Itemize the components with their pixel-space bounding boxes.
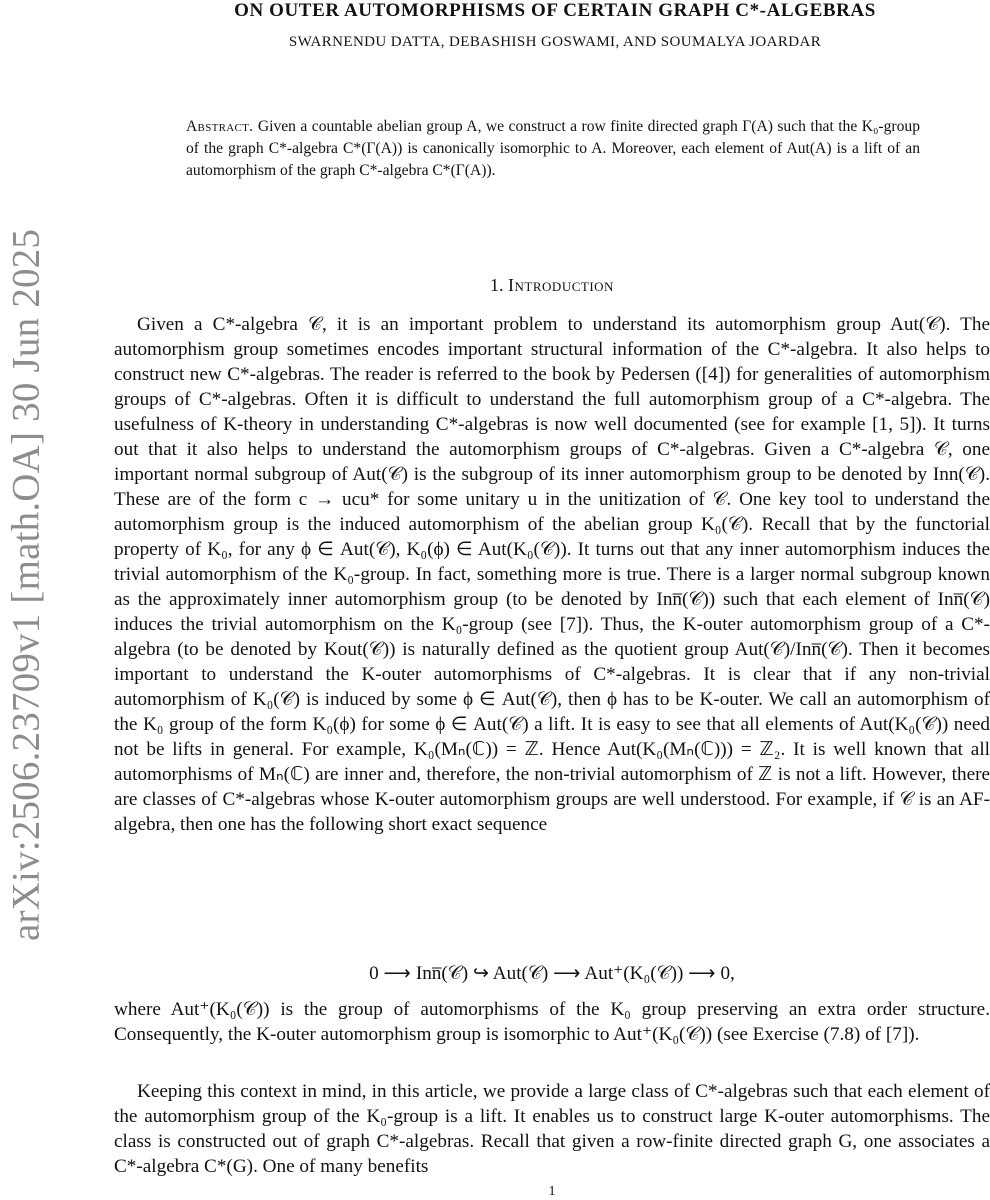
paper-authors: SWARNENDU DATTA, DEBASHISH GOSWAMI, AND SOUMALYA JOARDAR: [288, 34, 822, 50]
abstract-label: Abstract.: [186, 118, 254, 135]
abstract-text: Given a countable abelian group A, we construct a row finite directed graph Γ(A) such that the K₀-group of the graph C*-algebra C*(Γ(A)) is canonically isomorphic to A. Moreover, each element of Aut(A) is a lift of an automorphism of the graph C*-algebra C*(Γ(A)).: [186, 118, 921, 179]
paragraph-intro-continued: where Aut⁺(K₀(𝒞)) is the group of automorphisms of the K₀ group preserving an extra order structure. Consequently, the K-outer automorphism group is isomorphic to Aut⁺(K₀(𝒞)) (see Exercise (7.8) of [7]).: [114, 999, 990, 1045]
abstract: [186, 116, 920, 182]
arxiv-identifier: arXiv:2506.23709v1 [math.OA] 30 Jun 2025: [4, 228, 48, 942]
exact-sequence-equation: 0 ⟶ Inn̅(𝒞) ↪ Aut(𝒞) ⟶ Aut⁺(K₀(𝒞)) ⟶ 0,: [369, 963, 735, 984]
paper-title: ON OUTER AUTOMORPHISMS OF CERTAIN GRAPH C*-ALGEBRAS: [234, 0, 876, 21]
paragraph-context: Keeping this context in mind, in this article, we provide a large class of C*-algebras such that each element of the automorphism group of the K₀-group is a lift. It enables us to construct large K-outer automorphisms. The class is constructed out of graph C*-algebras. Recall that given a row-finite directed graph G, one associates a C*-algebra C*(G). One of many benefits: [114, 1081, 990, 1177]
paragraph-intro: Given a C*-algebra 𝒞, it is an important problem to understand its automorphism group Aut(𝒞). The automorphism group sometimes encodes important structural information of the C*-algebra. It also helps to construct new C*-algebras. The reader is referred to the book by Pedersen ([4]) for generalities of automorphism groups of C*-algebras. Often it is difficult to understand the full automorphism group of a C*-algebra. The usefulness of K-theory in understanding C*-algebras is now well documented (see for example [1, 5]). It turns out that it also helps to understand the automorphism groups of C*-algebras. Given a C*-algebra 𝒞, one important normal subgroup of Aut(𝒞) is the subgroup of its inner automorphism group to be denoted by Inn(𝒞). These are of the form c → ucu* for some unitary u in the unitization of 𝒞. One key tool to understand the automorphism group is the induced automorphism of the abelian group K₀(𝒞). Recall that by the functorial property of K₀, for any ϕ ∈ Aut(𝒞), K₀(ϕ) ∈ Aut(K₀(𝒞)). It turns out that any inner automorphism induces the trivial automorphism of the K₀-group. In fact, something more is true. There is a larger normal subgroup known as the approximately inner automorphism group (to be denoted by Inn̅(𝒞)) such that each element of Inn̅(𝒞) induces the trivial automorphism on the K₀-group (see [7]). Thus, the K-outer automorphism group of a C*-algebra (to be denoted by Kout(𝒞)) is naturally defined as the quotient group Aut(𝒞)/Inn̅(𝒞). Then it becomes important to understand the K-outer automorphisms of C*-algebras. It is clear that if any non-trivial automorphism of K₀(𝒞) is induced by some ϕ ∈ Aut(𝒞), then ϕ has to be K-outer. We call an automorphism of the K₀ group of the form K₀(ϕ) for some ϕ ∈ Aut(𝒞) a lift. It is easy to see that all elements of Aut(K₀(𝒞)) need not be lifts in general. For example, K₀(Mₙ(ℂ)) = ℤ. Hence Aut(K₀(Mₙ(ℂ))) = ℤ₂. It is well known that all automorphisms of Mₙ(ℂ) are inner and, therefore, the non-trivial automorphism of ℤ is not a lift. However, there are classes of C*-algebras whose K-outer automorphism groups are well understood. For example, if 𝒞 is an AF-algebra, then one has the following short exact sequence: [114, 314, 990, 835]
section-heading: [114, 274, 990, 296]
section-title: Introduction: [508, 275, 614, 295]
section-number: 1.: [490, 275, 504, 295]
arxiv-sidebar: [0, 165, 52, 1005]
page-number: 1: [548, 1184, 556, 1199]
